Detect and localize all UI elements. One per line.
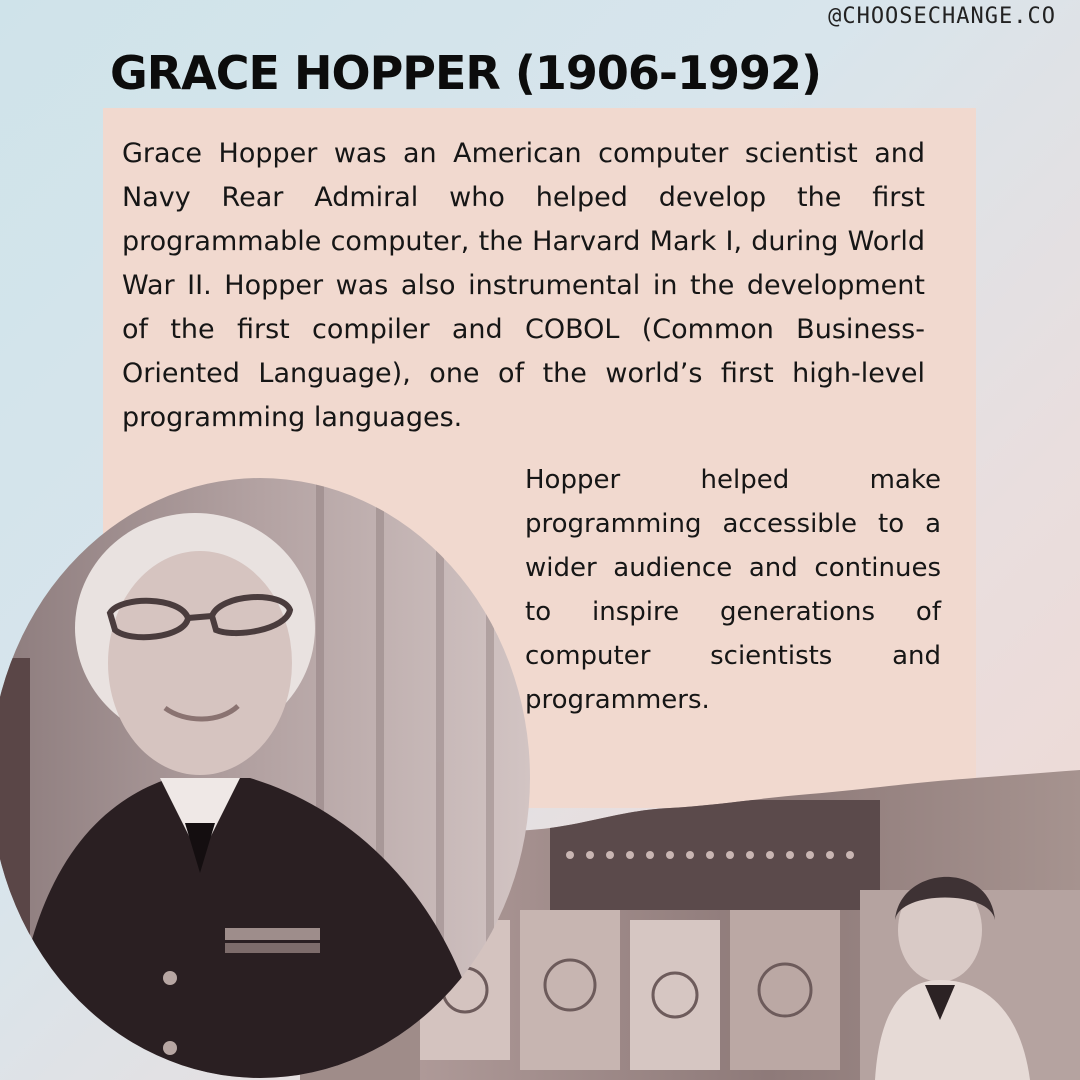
account-handle: @CHOOSECHANGE.CO [828,4,1056,29]
legacy-paragraph: Hopper helped make programming accessible to a wider audience and continues to inspire generations of computer scientists and programmers. [525,465,941,715]
page-title: GRACE HOPPER (1906-1992) [110,46,822,100]
intro-paragraph: Grace Hopper was an American computer scientist and Navy Rear Admiral who helped develop the first programmable computer, the Harvard Mark I, during World War II. Hopper was also instrumental in the development of the first compiler and COBOL (Common Business-Oriented Language), one of the world’s first high-level programming languages. [122,138,925,433]
portrait-photo [0,478,530,1078]
